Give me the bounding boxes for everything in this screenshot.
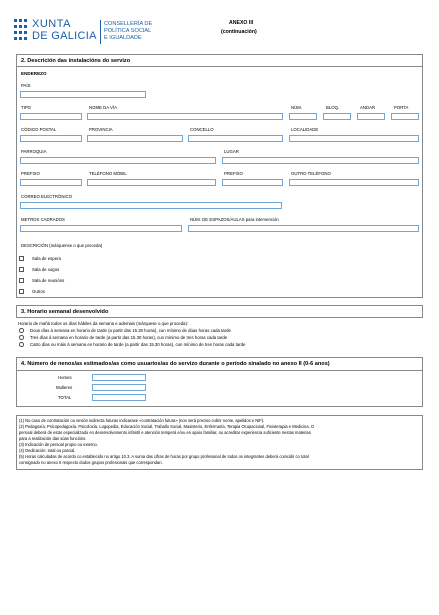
prefixo2-field[interactable] [222, 179, 283, 186]
room-sala-reunions-checkbox[interactable] [19, 278, 24, 283]
nome-via-field[interactable] [87, 113, 283, 120]
num-field[interactable] [289, 113, 317, 120]
children-homes-field[interactable] [92, 374, 146, 381]
parroquia-field[interactable] [20, 157, 216, 164]
metros-label: METROS CADRADOS [21, 217, 65, 222]
section4-title: 4. Número de nenos/as estimados/as como usuarios/as do servizo durante o período sinalado no anexo II (0-6 anos) [21, 361, 330, 367]
section2-title: 2. Descrición das instalacións do servizo [21, 58, 131, 64]
section4-divider [16, 370, 423, 371]
section2-divider [16, 66, 423, 67]
dept-line1: CONSELLERÍA DE [104, 21, 153, 27]
note-item: (3) Indicación de persoal propio ou externo. [19, 442, 98, 447]
provincia-field[interactable] [87, 135, 183, 142]
andar-field[interactable] [357, 113, 385, 120]
telefono-movil-label: TELÉFONO MÓBIL [89, 171, 127, 176]
note-item: (1) No caso de contratación ou vesión indirecta futuras indicarase «contratación futura» (non será preciso cubrir nome, apelidos e NIF). [19, 418, 265, 423]
schedule-option-3-label: Catro días ou máis á semana en horario de tarde (a partir das 15.30 horas), cun mínimo de tres horas cada tarde [30, 342, 246, 347]
children-row-mulleres [34, 383, 94, 393]
outro-telefono-field[interactable] [289, 179, 419, 186]
schedule-option-2-radio[interactable] [19, 335, 24, 340]
annex-subtitle: (continuación) [221, 29, 257, 35]
tipo-label: TIPO [21, 105, 32, 110]
prefixo1-field[interactable] [20, 179, 82, 186]
note-item: (4) Dedicación: total ou parcial. [19, 448, 76, 453]
concello-field[interactable] [188, 135, 283, 142]
schedule-option-3-radio[interactable] [19, 342, 24, 347]
department-name [104, 21, 152, 42]
num-espazos-label: NÚM. DE ESPAZOS/AULAS para intervención [190, 217, 279, 222]
room-sala-espera-checkbox[interactable] [19, 256, 24, 261]
note-item: (5) Horas calculadas de acordo co establecido no artigo 10.3. A suma das cifras de horas por grupo profesional de todos os integrantes deberá coincidir co total [19, 454, 309, 459]
prefixo2-label: PREFIXO [224, 171, 243, 176]
codigo-postal-field[interactable] [20, 135, 82, 142]
children-row-label: Mulleres [56, 385, 73, 390]
children-row-label: Homes [58, 375, 72, 380]
note-item: para a realización das súas funcións. [19, 436, 87, 441]
tipo-field[interactable] [20, 113, 82, 120]
children-mulleres-field[interactable] [92, 384, 146, 391]
room-sala-xogos-checkbox[interactable] [19, 267, 24, 272]
codigo-postal-label: CÓDIGO POSTAL [21, 127, 57, 132]
dept-line2: POLÍTICA SOCIAL [104, 28, 152, 34]
schedule-option-1-radio[interactable] [19, 328, 24, 333]
description-label: DESCRICIÓN (márquense o que proceda) [21, 243, 103, 248]
children-table [34, 373, 94, 403]
room-outros-label: Outros [32, 289, 45, 294]
correo-label: CORREO ELECTRÓNICO [21, 194, 73, 199]
address-heading: ENDEREZO [21, 71, 47, 76]
children-total-field[interactable] [92, 394, 146, 401]
porta-field[interactable] [391, 113, 419, 120]
children-row-label: TOTAL [58, 395, 72, 400]
section3-title: 3. Horario semanal desenvolvido [21, 309, 109, 315]
note-item: (2) Pedagoxía, Psicopedagoxía, Psicoloxía, Logopedia, Educación Social, Traballo Social, Maxisterio, Enfermaría, Terapia Ocupacional, Fisioterapia e Medicina. O [19, 424, 315, 429]
metros-field[interactable] [20, 225, 182, 232]
xunta-logo [14, 18, 100, 46]
andar-label: ANDAR [360, 105, 376, 110]
pais-field[interactable] [20, 91, 146, 98]
children-row-total [34, 393, 94, 403]
annex-title: ANEXO III [229, 20, 254, 26]
porta-label: PORTA [394, 105, 409, 110]
correo-field[interactable] [20, 202, 282, 209]
localidade-field[interactable] [289, 135, 419, 142]
logo-line2: DE GALICIA [32, 30, 97, 42]
lugar-label: LUGAR [224, 149, 239, 154]
outro-telefono-label: OUTRO TELÉFONO [291, 171, 331, 176]
logo-line1: XUNTA [32, 18, 71, 30]
schedule-option-1-label: Dous días á semana en horario de tarde (a partir das 15.30 horas), cun mínimo de dúas horas cada tarde [30, 328, 231, 333]
room-sala-xogos-label: Sala de xogos [32, 267, 60, 272]
note-item: consignado no anexo II respecto dodos grupos profesionais que correspondan. [19, 460, 163, 465]
schedule-option-2-label: Tres días á semana en horario de tarde (a partir das 15.30 horas), cun mínimo de tres horas cada tarde [30, 335, 228, 340]
provincia-label: PROVINCIA [89, 127, 113, 132]
concello-label: CONCELLO [190, 127, 214, 132]
bloq-label: BLOQ. [326, 105, 340, 110]
schedule-intro: Horario de mañá todos os días hábiles da semana e ademais (márquese o que proceda): [18, 321, 189, 326]
prefixo1-label: PREFIXO [21, 171, 40, 176]
lugar-field[interactable] [222, 157, 419, 164]
dept-line3: E IGUALDADE [104, 35, 142, 41]
logo-squares-icon [14, 18, 28, 44]
nome-via-label: NOME DA VÍA [89, 105, 117, 110]
room-sala-reunions-label: Sala de reunións [32, 278, 65, 283]
num-label: NÚM. [291, 105, 302, 110]
children-row-homes [34, 373, 94, 383]
pais-label: PAÍS [21, 83, 31, 88]
room-outros-checkbox[interactable] [19, 289, 24, 294]
num-espazos-field[interactable] [188, 225, 419, 232]
logo-divider [100, 20, 101, 44]
parroquia-label: PARROQUIA [21, 149, 47, 154]
bloq-field[interactable] [323, 113, 351, 120]
note-item: persoal deberá de estar especializado en desenvolvemento infantil e atención temperá e/ou en apoio familiar, ou acreditar experiencia suficiente nestas materias [19, 430, 311, 435]
room-sala-espera-label: Sala de espera [32, 256, 61, 261]
localidade-label: LOCALIDADE [291, 127, 319, 132]
telefono-movil-field[interactable] [87, 179, 216, 186]
